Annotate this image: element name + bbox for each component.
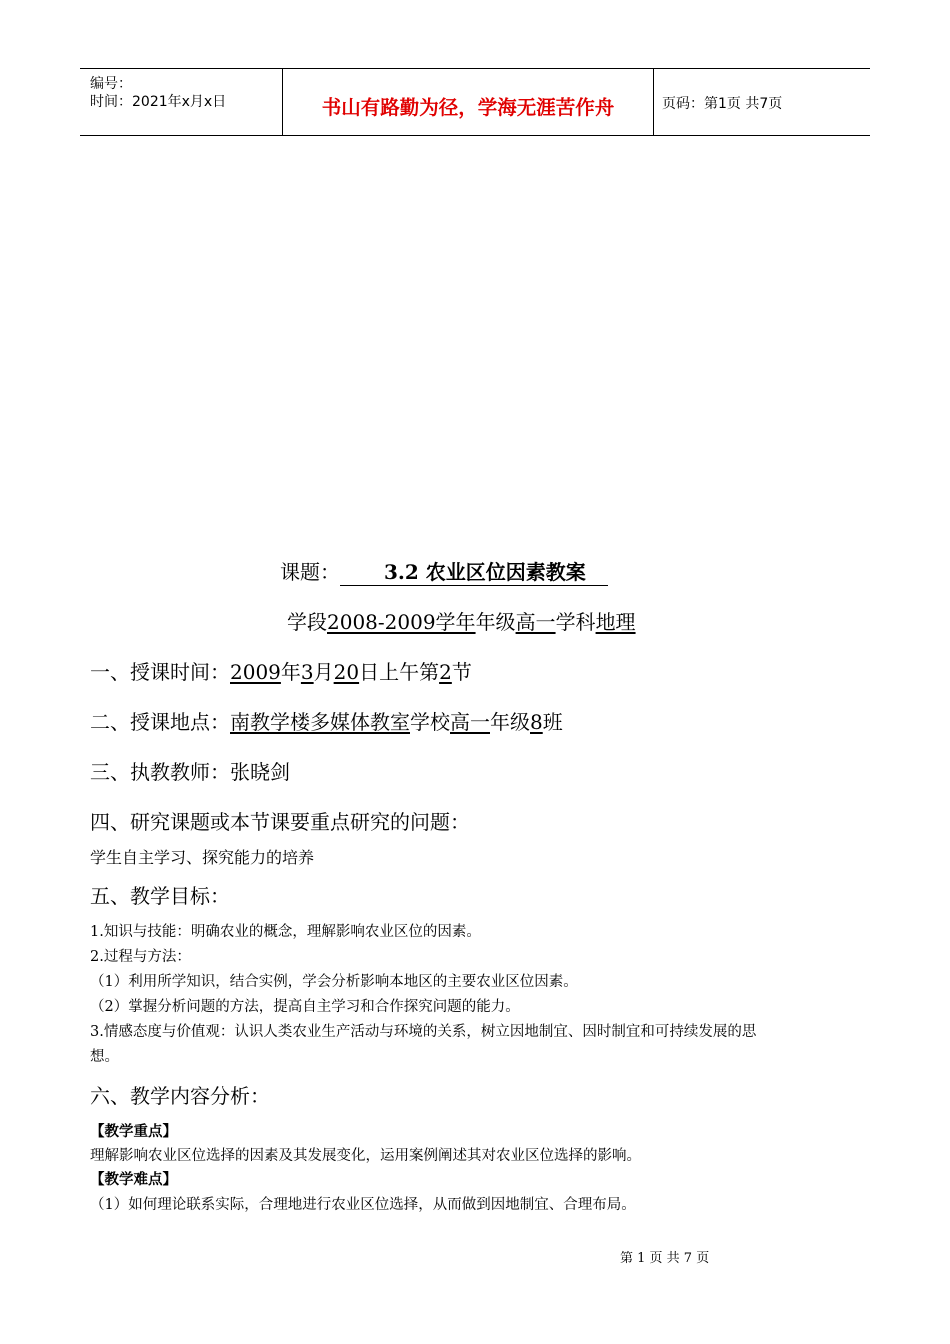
motto-text: 书山有路勤为径，学海无涯苦作舟 — [321, 96, 615, 119]
page-label: 页码：第1页 共7页 — [662, 96, 783, 112]
section-2-place — [90, 706, 563, 735]
s2-school-label: 学校 — [410, 710, 450, 734]
key-point-text: 理解影响农业区位选择的因素及其发展变化，运用案例阐述其对农业区位选择的影响。 — [90, 1148, 641, 1164]
subtitle-label-stage: 学段 — [287, 610, 327, 634]
section-3-teacher: 三、执教教师：张晓剑 — [90, 760, 290, 784]
section-1-time — [90, 656, 472, 685]
s2-place: 南教学楼多媒体教室 — [230, 710, 410, 734]
objective-line-3: （1）利用所学知识，结合实例，学会分析影响本地区的主要农业区位因素。 — [90, 974, 578, 990]
s1-year: 2009 — [230, 660, 281, 684]
s1-label: 一、授课时间： — [90, 660, 230, 684]
s1-month-unit: 月 — [313, 660, 334, 684]
section-5-heading: 五、教学目标： — [90, 884, 230, 908]
title-text: 3.2 农业区位因素教案 — [340, 556, 608, 586]
key-point-label: 【教学重点】 — [90, 1123, 177, 1140]
objective-line-2: 2.过程与方法： — [90, 949, 191, 965]
difficulty-label: 【教学难点】 — [90, 1171, 177, 1188]
lesson-title — [280, 556, 608, 586]
section-6-heading: 六、教学内容分析： — [90, 1084, 270, 1108]
section-4-heading: 四、研究课题或本节课要重点研究的问题： — [90, 810, 470, 834]
title-label: 课题： — [280, 560, 340, 584]
s2-grade-unit: 年级 — [490, 710, 530, 734]
difficulty-text: （1）如何理论联系实际，合理地进行农业区位选择，从而做到因地制宜、合理布局。 — [90, 1197, 636, 1213]
s1-month: 3 — [300, 660, 314, 684]
objective-line-1: 1.知识与技能：明确农业的概念，理解影响农业区位的因素。 — [90, 924, 481, 940]
s1-day: 20 — [333, 660, 360, 684]
s1-period-unit: 节 — [451, 660, 472, 684]
section-4-body: 学生自主学习、探究能力的培养 — [90, 848, 315, 867]
subtitle-years: 2008-2009学年 — [327, 610, 476, 634]
header-table — [80, 68, 870, 136]
s2-label: 二、授课地点： — [90, 710, 230, 734]
subtitle-label-grade: 年级 — [475, 610, 516, 634]
s1-year-unit: 年 — [280, 660, 301, 684]
subtitle-subject: 地理 — [595, 610, 636, 634]
s2-class: 8 — [530, 710, 543, 734]
objective-line-4: （2）掌握分析问题的方法，提高自主学习和合作探究问题的能力。 — [90, 999, 520, 1015]
s1-day-unit: 日上午第 — [359, 660, 440, 684]
subtitle-line — [287, 606, 636, 635]
subtitle-label-subject: 学科 — [555, 610, 596, 634]
number-label: 编号： — [90, 76, 132, 92]
s1-period: 2 — [439, 660, 452, 684]
header-left-cell — [80, 69, 282, 135]
subtitle-grade: 高一 — [515, 610, 556, 634]
objective-line-6: 想。 — [90, 1049, 119, 1065]
page-footer: 第 1 页 共 7 页 — [620, 1251, 710, 1266]
header-motto-cell — [282, 69, 654, 135]
objective-line-5: 3.情感态度与价值观：认识人类农业生产活动与环境的关系，树立因地制宜、因时制宜和可持续发展的思 — [90, 1024, 757, 1040]
s2-class-unit: 班 — [542, 710, 563, 734]
s2-grade: 高一 — [450, 710, 490, 734]
time-label: 时间：2021年x月x日 — [90, 94, 227, 110]
